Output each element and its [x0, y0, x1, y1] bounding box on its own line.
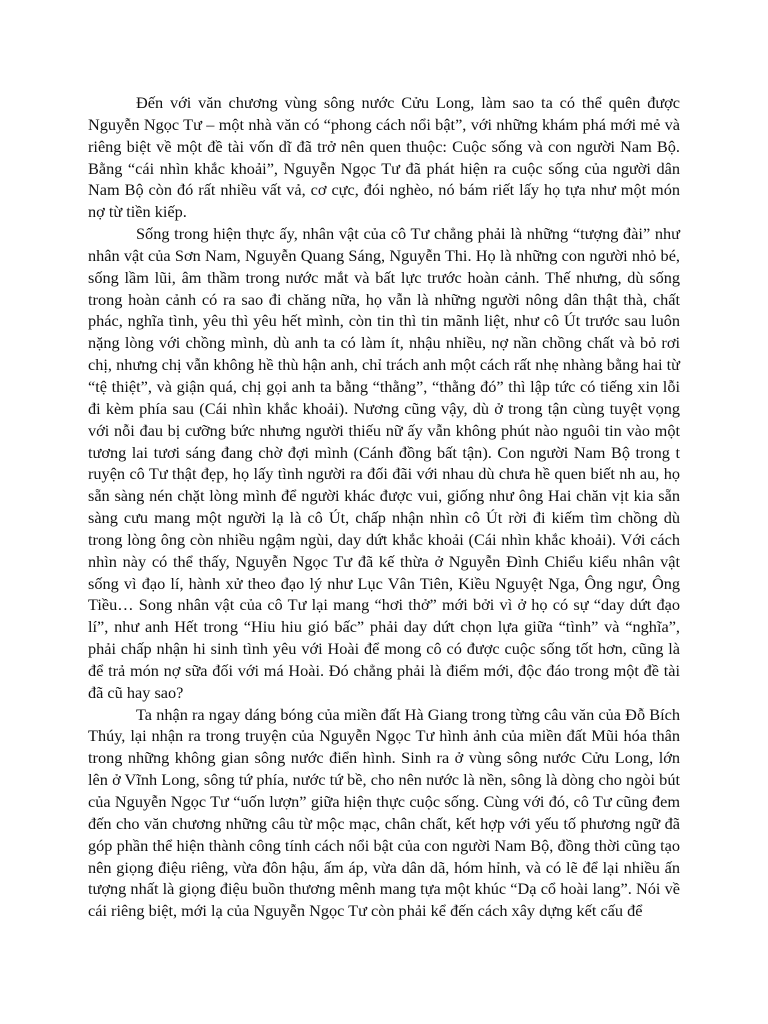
- paragraph-setting-style: Ta nhận ra ngay dáng bóng của miền đất Hà Giang trong từng câu văn của Đỗ Bích Thúy, lại nhận ra trong truyện của Nguyễn Ngọc Tư hình ảnh của miền đất Mũi hóa thân trong những không gian sông nước điển hình. Sinh ra ở vùng sông nước Cửu Long, lớn lên ở Vĩnh Long, sông tứ phía, nước tứ bề, cho nên nước là nền, sông là dòng cho ngòi bút của Nguyễn Ngọc Tư “uốn lượn” giữa hiện thực cuộc sống. Cùng với đó, cô Tư cũng đem đến cho văn chương những câu từ mộc mạc, chân chất, kết hợp với yếu tố phương ngữ đã góp phần thể hiện thành công tính cách nổi bật của con người Nam Bộ, đồng thời cũng tạo nên giọng điệu riêng, vừa đôn hậu, ấm áp, vừa dân dã, hóm hỉnh, và có lẽ để lại nhiều ấn tượng nhất là giọng điệu buồn thương mênh mang tựa một khúc “Dạ cổ hoài lang”. Nói về cái riêng biệt, mới lạ của Nguyễn Ngọc Tư còn phải kể đến cách xây dựng kết cấu để: [88, 704, 680, 921]
- paragraph-intro: Đến với văn chương vùng sông nước Cửu Long, làm sao ta có thể quên được Nguyễn Ngọc Tư – một nhà văn có “phong cách nổi bật”, với những khám phá mới mẻ và riêng biệt về một đề tài vốn dĩ đã trở nên quen thuộc: Cuộc sống và con người Nam Bộ. Bằng “cái nhìn khắc khoải”, Nguyễn Ngọc Tư đã phát hiện ra cuộc sống của người dân Nam Bộ còn đó rất nhiều vất vả, cơ cực, đói nghèo, nó bám riết lấy họ tựa như một món nợ từ tiền kiếp.: [88, 93, 680, 222]
- document-page: [88, 92, 680, 922]
- paragraph-characters: Sống trong hiện thực ấy, nhân vật của cô Tư chẳng phải là những “tượng đài” như nhân vật của Sơn Nam, Nguyễn Quang Sáng, Nguyễn Thi. Họ là những con người nhỏ bé, sống lầm lũi, âm thầm trong nước mắt và bất lực trước hoàn cảnh. Thế nhưng, dù sống trong hoàn cảnh có ra sao đi chăng nữa, họ vẫn là những người nông dân thật thà, chất phác, nghĩa tình, yêu thì yêu hết mình, còn tin thì tin mãnh liệt, như cô Út trước sau luôn nặng lòng với chồng mình, dù anh ta có làm ít, nhậu nhiều, nợ nần chồng chất và bỏ rơi chị, nhưng chị vẫn không hề thù hận anh, chỉ trách anh một cách rất nhẹ nhàng bằng hai từ “tệ thiệt”, và giận quá, chị gọi anh ta bằng “thằng”, “thằng đó” thì lập tức có tiếng xin lỗi đi kèm phía sau (Cái nhìn khắc khoải). Nương cũng vậy, dù ở trong tận cùng tuyệt vọng với nỗi đau bị cưỡng bức nhưng người thiếu nữ ấy vẫn không phút nào nguôi tin vào một tương lai tươi sáng đang chờ đợi mình (Cánh đồng bất tận). Con người Nam Bộ trong t ruyện cô Tư thật đẹp, họ lấy tình người ra đối đãi với nhau dù chưa hề quen biết nh au, họ sẵn sàng nén chặt lòng mình để người khác được vui, giống như ông Hai chăn vịt kia sẵn sàng cưu mang một người lạ là cô Út, chấp nhận nhìn cô Út rời đi kiếm tìm chồng dù trong lòng ông còn nhiều ngậm ngùi, day dứt khắc khoải (Cái nhìn khắc khoải). Với cách nhìn này có thể thấy, Nguyễn Ngọc Tư đã kế thừa ở Nguyễn Đình Chiểu kiểu nhân vật sống vì đạo lí, hành xử theo đạo lý như Lục Vân Tiên, Kiều Nguyệt Nga, Ông ngư, Ông Tiều… Song nhân vật của cô Tư lại mang “hơi thở” mới bởi vì ở họ có sự “day dứt đạo lí”, như anh Hết trong “Hiu hiu gió bấc” phải day dứt chọn lựa giữa “tình” và “nghĩa”, phải chấp nhận hi sinh tình yêu với Hoài để mong cô có được cuộc sống tốt hơn, cũng là để trả món nợ sữa đối với má Hoài. Đó chẳng phải là điểm mới, độc đáo trong một đề tài đã cũ hay sao?: [88, 224, 680, 702]
